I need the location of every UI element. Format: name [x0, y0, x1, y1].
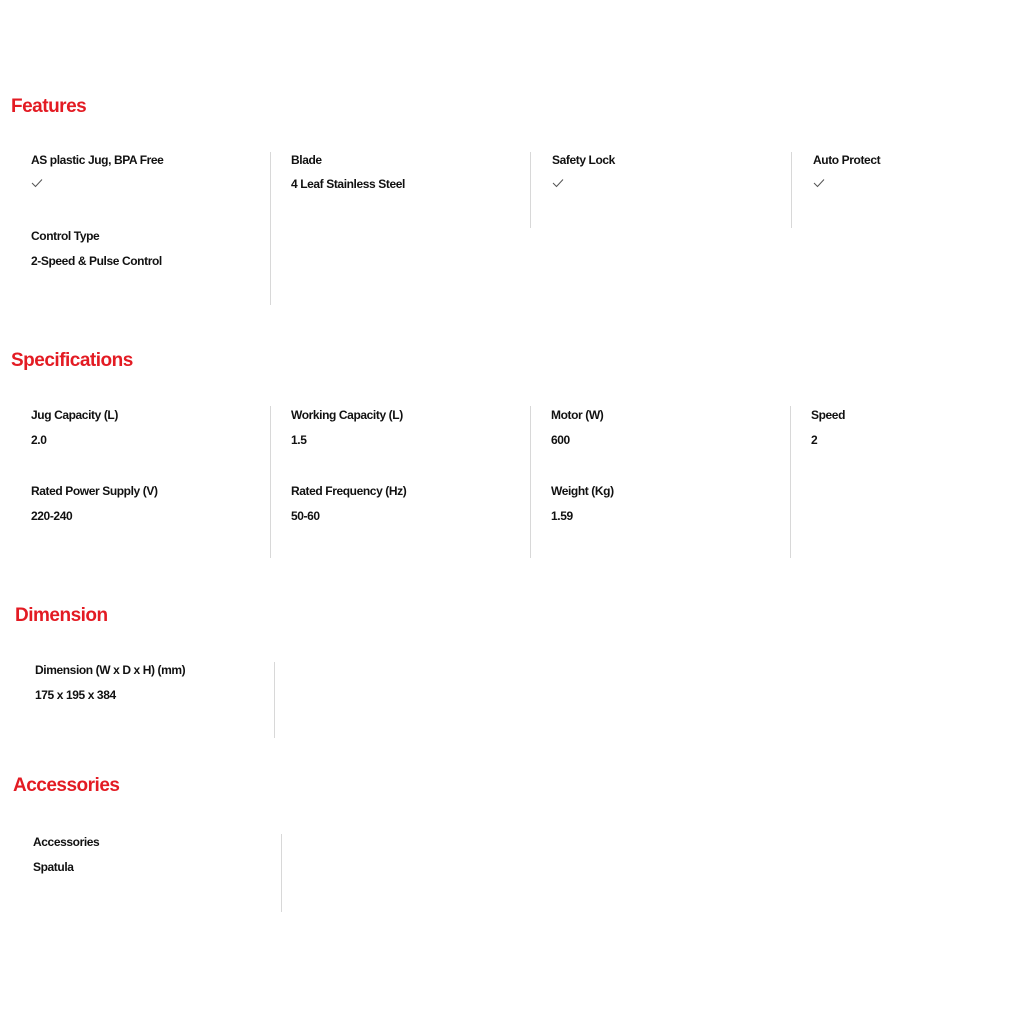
feature-value-control-type: 2-Speed & Pulse Control: [31, 254, 162, 268]
accessories-value: Spatula: [33, 860, 74, 874]
spec-label-rated-frequency: Rated Frequency (Hz): [291, 484, 407, 498]
check-icon: [813, 178, 825, 188]
spec-value-working-capacity: 1.5: [291, 433, 307, 447]
column-divider: [270, 406, 271, 558]
spec-value-speed: 2: [811, 433, 818, 447]
spec-label-jug-capacity: Jug Capacity (L): [31, 408, 118, 422]
column-divider: [791, 152, 792, 228]
spec-label-working-capacity: Working Capacity (L): [291, 408, 403, 422]
spec-value-rated-frequency: 50-60: [291, 509, 320, 523]
column-divider: [530, 152, 531, 228]
check-icon: [31, 178, 43, 188]
feature-label-control-type: Control Type: [31, 229, 100, 243]
specifications-heading: Specifications: [11, 350, 133, 371]
column-divider: [281, 834, 282, 912]
column-divider: [274, 662, 275, 738]
spec-value-motor: 600: [551, 433, 570, 447]
dimension-heading: Dimension: [15, 605, 108, 626]
check-icon: [552, 178, 564, 188]
spec-label-speed: Speed: [811, 408, 846, 422]
spec-value-weight: 1.59: [551, 509, 573, 523]
spec-label-weight: Weight (Kg): [551, 484, 614, 498]
spec-value-jug-capacity: 2.0: [31, 433, 47, 447]
dimension-label: Dimension (W x D x H) (mm): [35, 663, 186, 677]
spec-label-motor: Motor (W): [551, 408, 604, 422]
feature-label-blade: Blade: [291, 153, 322, 167]
column-divider: [530, 406, 531, 558]
feature-label-safety-lock: Safety Lock: [552, 153, 615, 167]
features-heading: Features: [11, 96, 87, 117]
dimension-value: 175 x 195 x 384: [35, 688, 116, 702]
accessories-label: Accessories: [33, 835, 100, 849]
feature-value-blade: 4 Leaf Stainless Steel: [291, 177, 405, 191]
spec-label-rated-power-supply: Rated Power Supply (V): [31, 484, 158, 498]
accessories-heading: Accessories: [13, 775, 120, 796]
feature-label-jug: AS plastic Jug, BPA Free: [31, 153, 164, 167]
feature-label-auto-protect: Auto Protect: [813, 153, 881, 167]
column-divider: [270, 152, 271, 305]
spec-value-rated-power-supply: 220-240: [31, 509, 73, 523]
column-divider: [790, 406, 791, 558]
